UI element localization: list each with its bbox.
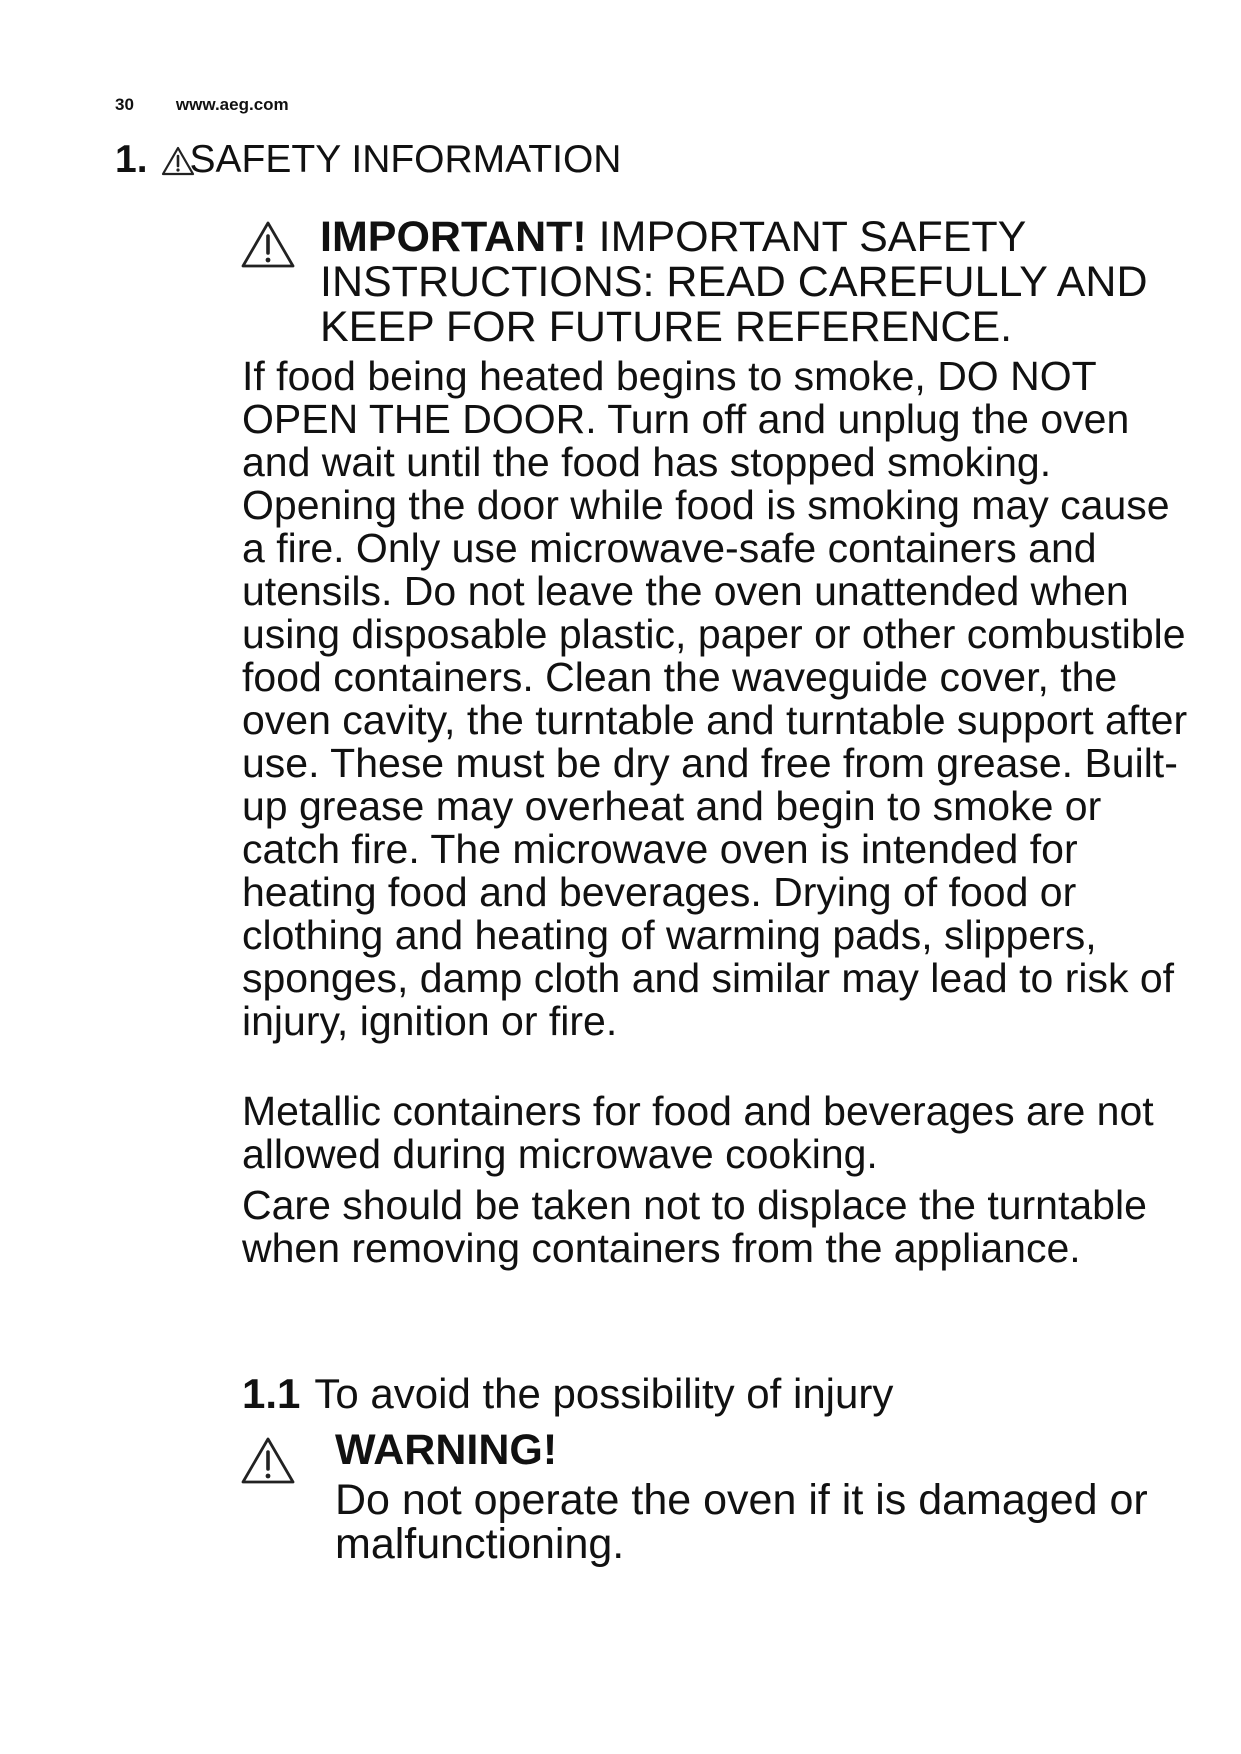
important-warning-icon [240,220,296,270]
safety-paragraph: Metallic containers for food and beverages are not allowed during microwave cooking. [242,1088,1154,1177]
warning-triangle-icon [161,146,195,176]
safety-paragraph: Care should be taken not to displace the turntable when removing containers from the appliance. [242,1182,1147,1271]
warning-triangle-icon [240,1436,296,1486]
page-header [115,95,289,115]
subsection-number: 1.1 [242,1370,301,1417]
safety-paragraph: If food being heated begins to smoke, DO NOT OPEN THE DOOR. Turn off and unplug the oven and wait until the food has stopped smoking. Opening the door while food is smoking may cause a fire. Only use microwave-safe containers and utensils. Do not leave the oven unattended when using disposable plastic, paper or other combustible food containers. Clean the waveguide cover, the oven cavity, the turntable and turntable support after use. These must be dry and free from grease. Built-up grease may overheat and begin to smoke or catch fire. The microwave oven is intended for heating food and beverages. Drying of food or clothing and heating of warming pads, slippers, sponges, damp cloth and similar may lead to risk of injury, ignition or fire. [242,353,1188,1044]
warning-label: WARNING! [335,1426,558,1474]
section-number: 1. [115,138,148,181]
website-link[interactable]: www.aeg.com [175,95,289,114]
page-number: 30 [115,95,134,114]
important-notice [320,215,1200,350]
subsection-title: To avoid the possibility of injury [314,1370,894,1417]
section-title-text: SAFETY INFORMATION [189,138,622,181]
important-text: IMPORTANT SAFETY INSTRUCTIONS: READ CAREFULLY AND KEEP FOR FUTURE REFERENCE. [320,213,1148,351]
warning-text: Do not operate the oven if it is damaged or malfunctioning. [335,1476,1148,1568]
important-label: IMPORTANT! [320,213,587,261]
subsection-heading [242,1370,893,1418]
